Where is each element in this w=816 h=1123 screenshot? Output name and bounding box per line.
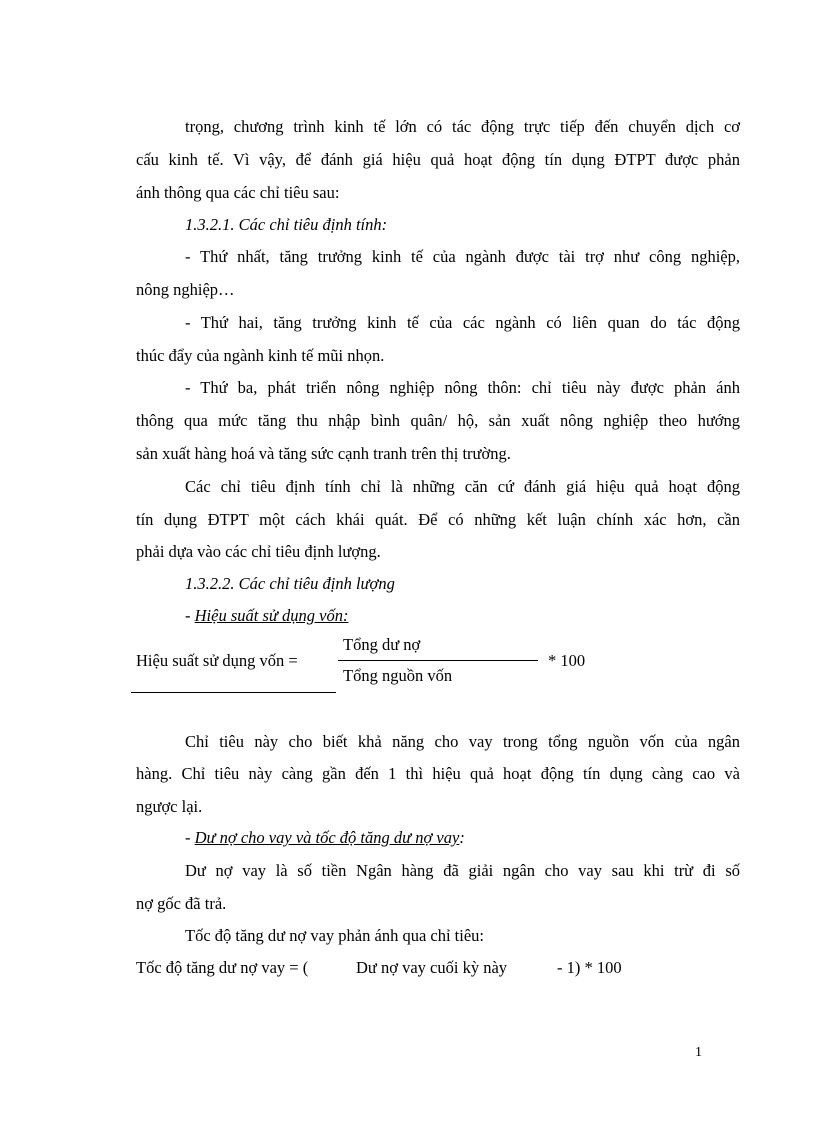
paragraph-line: trọng, chương trình kinh tế lớn có tác động trực tiếp đến chuyển dịch cơ: [185, 117, 740, 136]
paragraph-line: cấu kinh tế. Vì vậy, để đánh giá hiệu quả hoạt động tín dụng ĐTPT được phản: [136, 150, 740, 169]
bullet-line: - Thứ ba, phát triển nông nghiệp nông thôn: chỉ tiêu này được phản ánh: [185, 378, 740, 397]
subheading-text: Hiệu suất sử dụng vốn:: [194, 606, 349, 625]
subheading-text: Dư nợ cho vay và tốc độ tăng dư nợ vay: [194, 828, 460, 847]
paragraph-line: ngược lại.: [136, 797, 203, 816]
paragraph-line: Dư nợ vay là số tiền Ngân hàng đã giải ngân cho vay sau khi trừ đi số: [185, 861, 740, 880]
subheading: [185, 828, 465, 848]
paragraph-line: nợ gốc đã trả.: [136, 894, 227, 913]
bullet-line: sản xuất hàng hoá và tăng sức cạnh tranh trên thị trường.: [136, 444, 511, 463]
paragraph-line: Tốc độ tăng dư nợ vay phản ánh qua chỉ tiêu:: [185, 926, 485, 945]
subheading-dash: -: [185, 828, 195, 847]
bullet-line: - Thứ nhất, tăng trưởng kinh tế của ngành được tài trợ như công nghiệp,: [185, 247, 740, 266]
bullet-line: nông nghiệp…: [136, 280, 235, 299]
bullet-line: thúc đẩy của ngành kinh tế mũi nhọn.: [136, 346, 385, 365]
section-heading: 1.3.2.1. Các chỉ tiêu định tính:: [185, 215, 388, 234]
formula-numerator: Tổng dư nợ: [343, 635, 421, 654]
paragraph-line: phải dựa vào các chỉ tiêu định lượng.: [136, 542, 381, 561]
section-heading: 1.3.2.2. Các chỉ tiêu định lượng: [185, 574, 395, 593]
subheading-dash: -: [185, 606, 195, 625]
formula-lhs: Hiệu suất sử dụng vốn =: [136, 651, 298, 670]
formula-lhs: Tốc độ tăng dư nợ vay = (: [136, 958, 309, 977]
bullet-line: thông qua mức tăng thu nhập bình quân/ hộ, sản xuất nông nghiệp theo hướng: [136, 411, 740, 430]
fraction-bar: [338, 660, 538, 661]
paragraph-line: tín dụng ĐTPT một cách khái quát. Để có những kết luận chính xác hơn, cần: [136, 510, 740, 529]
paragraph-line: Chỉ tiêu này cho biết khả năng cho vay trong tổng nguồn vốn của ngân: [185, 732, 740, 751]
formula-suffix: * 100: [548, 651, 586, 670]
paragraph-line: Các chỉ tiêu định tính chỉ là những căn cứ đánh giá hiệu quả hoạt động: [185, 477, 740, 496]
separator-line: [131, 692, 336, 693]
subheading: [185, 606, 348, 626]
paragraph-line: ánh thông qua các chỉ tiêu sau:: [136, 183, 340, 202]
subheading-colon: :: [459, 828, 465, 847]
page-number: 1: [695, 1045, 702, 1060]
formula-term: Dư nợ vay cuối kỳ này: [356, 958, 508, 977]
formula-denominator: Tổng nguồn vốn: [343, 666, 453, 685]
formula-suffix: - 1) * 100: [557, 958, 622, 977]
bullet-line: - Thứ hai, tăng trưởng kinh tế của các ngành có liên quan do tác động: [185, 313, 740, 332]
paragraph-line: hàng. Chỉ tiêu này càng gần đến 1 thì hiệu quả hoạt động tín dụng càng cao và: [136, 764, 740, 783]
